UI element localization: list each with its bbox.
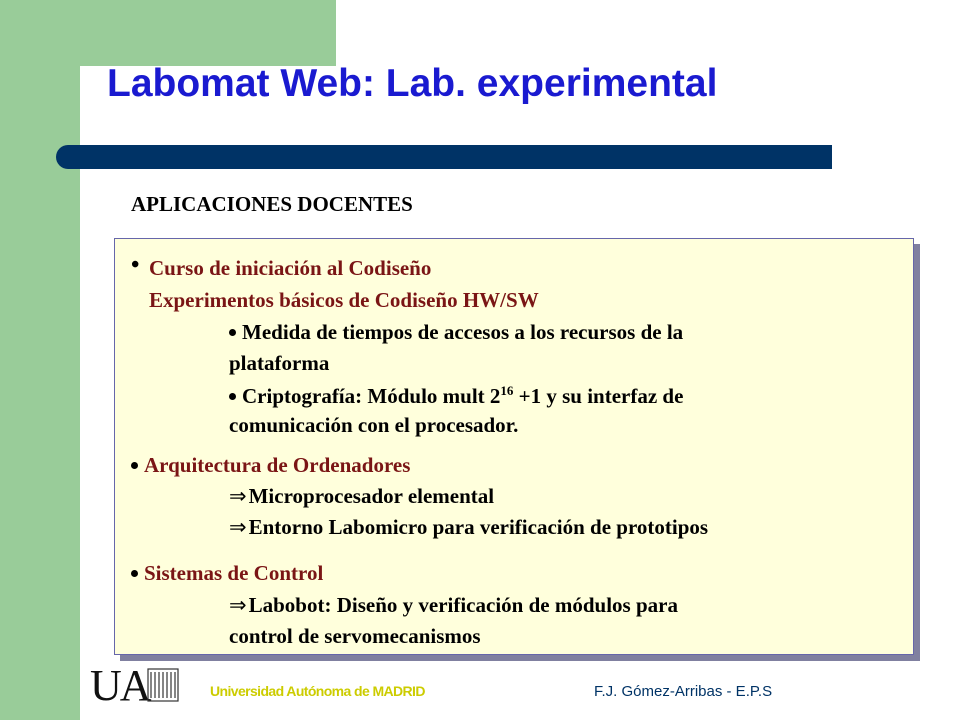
dot-bullet-icon <box>131 570 138 577</box>
cripto-pre: Criptografía: Módulo mult 2 <box>242 384 501 408</box>
arquitectura-sub-1-text: Microprocesador elemental <box>248 484 495 508</box>
cripto-post: +1 y su interfaz de <box>513 384 684 408</box>
dot-bullet-icon <box>229 329 236 336</box>
bullet-icon: • <box>131 252 140 278</box>
control-sub-2: control de servomecanismos <box>229 624 481 648</box>
sub-bullet-cripto <box>229 384 683 407</box>
item-title-arquitectura-text: Arquitectura de Ordenadores <box>144 453 411 477</box>
dot-bullet-icon <box>131 462 138 469</box>
item-title-control-text: Sistemas de Control <box>144 561 324 585</box>
top-panel <box>80 0 336 66</box>
sub-bullet-medida <box>229 322 683 343</box>
item-title-arquitectura <box>131 455 410 476</box>
svg-text:UA: UA <box>90 661 150 708</box>
slide-title: Labomat Web: Lab. experimental <box>107 62 718 105</box>
implies-arrow-icon: ⇒ <box>229 484 247 508</box>
control-sub-1 <box>229 595 678 616</box>
side-panel <box>0 0 80 720</box>
implies-arrow-icon: ⇒ <box>229 515 247 539</box>
arquitectura-sub-2 <box>229 517 708 538</box>
cripto-exponent: 16 <box>500 383 514 398</box>
implies-arrow-icon: ⇒ <box>229 593 247 617</box>
item-title-codiseno: Curso de iniciación al Codiseño <box>149 256 432 280</box>
item-title-control <box>131 563 323 584</box>
sub-bullet-medida-text: Medida de tiempos de accesos a los recursos de la <box>242 320 684 344</box>
uam-logo <box>90 660 182 708</box>
footer-author: F.J. Gómez-Arribas - E.P.S <box>594 683 773 700</box>
arquitectura-sub-2-text: Entorno Labomicro para verificación de prototipos <box>248 515 709 539</box>
arquitectura-sub-1 <box>229 486 494 507</box>
control-sub-1-text: Labobot: Diseño y verificación de módulos para <box>248 593 678 617</box>
footer-university: Universidad Autónoma de MADRID <box>210 683 425 699</box>
section-heading: APLICACIONES DOCENTES <box>131 192 413 216</box>
sub-bullet-cripto-cont: comunicación con el procesador. <box>229 413 519 437</box>
title-underline-bar <box>56 145 832 169</box>
item-subtitle-codiseno: Experimentos básicos de Codiseño HW/SW <box>149 288 539 312</box>
dot-bullet-icon <box>229 393 236 400</box>
sub-bullet-medida-cont: plataforma <box>229 351 330 375</box>
